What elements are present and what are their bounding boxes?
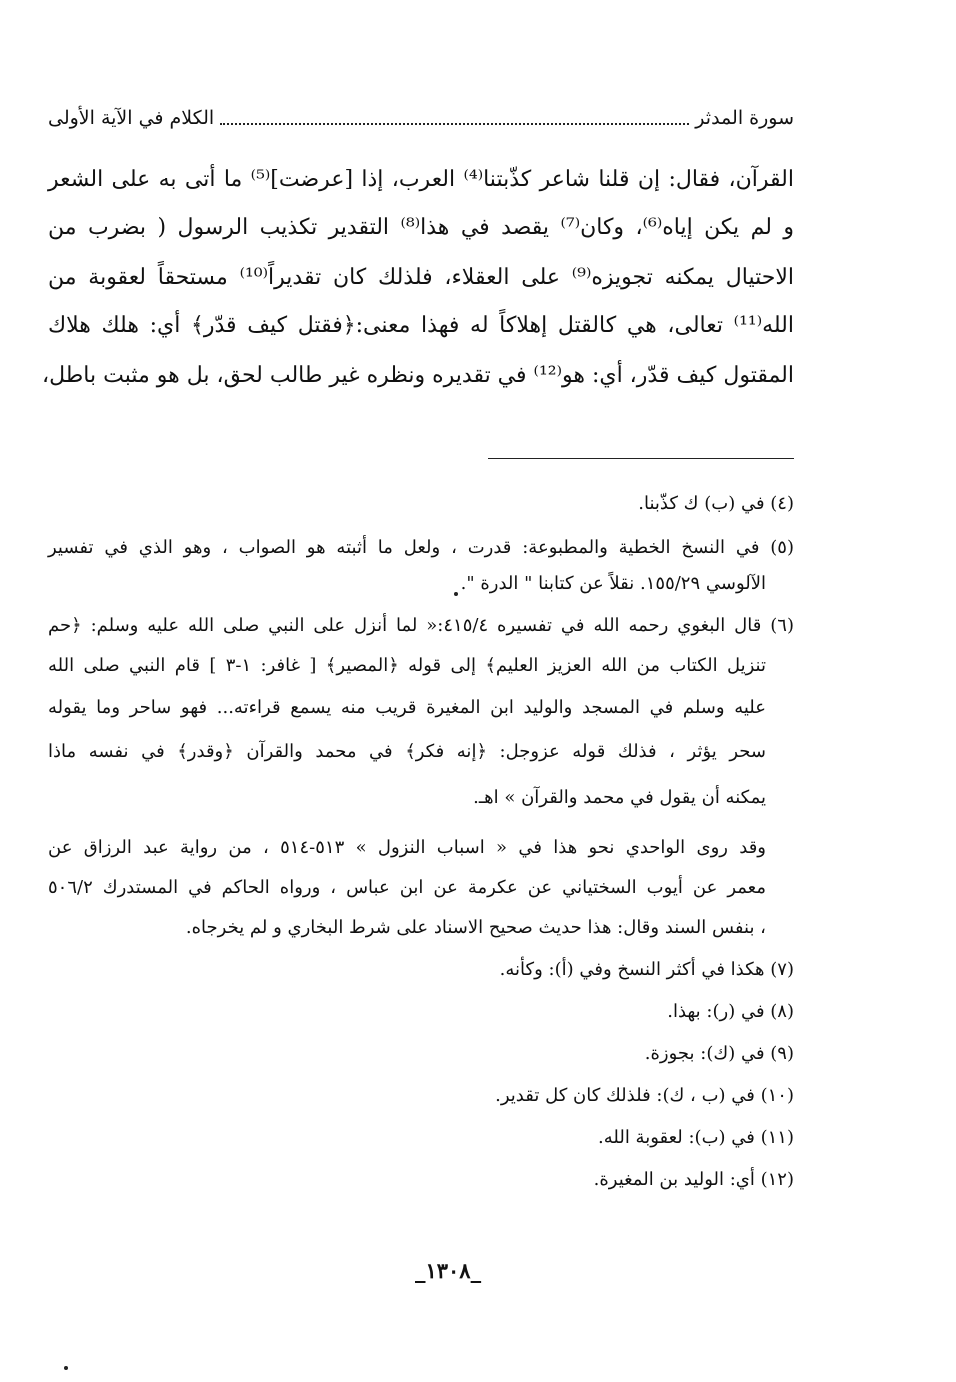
header-dot-leader <box>220 111 689 125</box>
footnote-separator <box>488 458 794 459</box>
scan-speck <box>454 592 458 596</box>
running-header <box>48 100 794 136</box>
body-line: و لم يكن إياه⁽⁶⁾، وكان⁽⁷⁾ يقصد في هذا⁽⁸⁾ التقدير تكذيب الرسول ( بضرب من <box>48 215 795 240</box>
footnote-line: (٤) في (ب) ك كذّبنا. <box>638 493 794 514</box>
footnote-line: تنزيل الكتاب من الله العزيز العليم﴾ إلى قوله ﴿المصير﴾ [ غافر: ١-٣ ] قام النبي صلى الله <box>48 655 767 676</box>
body-line: المقتول كيف قدّر، أي: هو⁽¹²⁾ في تقديره ونظره غير طالب لحق، بل هو مثبت باطل، <box>42 363 794 388</box>
footnote-line: (٨) في (ر): بهذا. <box>667 1001 794 1022</box>
footnote-line: وقد روى الواحدي نحو هذا في « اسباب النزول » ٥١٣-٥١٤ ، من رواية عبد الرزاق عن <box>48 837 766 858</box>
footnote-line: (١٢) أي: الوليد بن المغيرة. <box>593 1169 794 1190</box>
footnote-line: معمر عن أيوب السختياني عن عكرمة عن ابن عباس ، ورواه الحاكم في المستدرك ٥٠٦/٢ <box>48 877 766 898</box>
footnote-line: ، بنفس السند وقال: هذا حديث صحيح الاسناد على شرط البخاري و لم يخرجاه. <box>185 917 766 938</box>
footnote-line: (٥) في النسخ الخطية والمطبوعة: قدرت ، ولعل ما أثبته هو الصواب ، وهو الذي في تفسير <box>48 537 794 558</box>
header-section-title: الكلام في الآية الأولى <box>48 107 215 129</box>
body-line: الله⁽¹¹⁾ تعالى، هي كالقتل إهلاكاً له فهذا معنى:﴿فقتل كيف قدّر﴾ أي: هلك هلاك <box>48 313 794 338</box>
footnote-line: سحر يؤثر ، فذلك قوله عزوجل: ﴿إنه فكر﴾ في محمد والقرآن ﴿وقدر﴾ في نفسه ماذا <box>48 741 766 762</box>
page-number: _١٣٠٨_ <box>414 1258 482 1283</box>
footnote-line: يمكنه أن يقول في محمد والقرآن » اهـ. <box>473 787 766 808</box>
footnote-line: (٧) هكذا في أكثر النسخ وفي (أ): وكأنه. <box>499 959 794 980</box>
footnote-line: عليه وسلم في المسجد والوليد ابن المغيرة قريب منه يسمع قراءته... فهو ساحر وما يقوله <box>48 697 766 718</box>
footnote-line: (٩) في (ك): بجوزة. <box>644 1043 794 1064</box>
footnote-line: الآلوسي ١٥٥/٢٩. نقلاً عن كتابنا " الدرة ". <box>460 573 766 594</box>
footnote-line: (٦) قال البغوي رحمه الله في تفسيره ٤١٥/٤:« لما أنزل على النبي صلى الله عليه وسلم: ﴿حم <box>48 615 794 636</box>
body-line: الاحتيال يمكنه تجويزه⁽⁹⁾ على العقلاء، فلذلك كان تقديراً⁽¹⁰⁾ مستحقاً لعقوبة من <box>48 265 794 290</box>
footnote-line: (١١) في (ب): لعقوبة الله. <box>598 1127 794 1148</box>
scan-speck <box>64 1366 68 1370</box>
body-line: القرآن، فقال: إن قلنا شاعر كذّبتنا⁽⁴⁾ العرب، إذا [عرضت]⁽⁵⁾ ما أتى به على الشعر <box>48 167 794 192</box>
footnote-line: (١٠) في (ب ، ك): فلذلك كان كل تقدير. <box>495 1085 794 1106</box>
header-surah-title: سورة المدثر <box>695 107 794 129</box>
